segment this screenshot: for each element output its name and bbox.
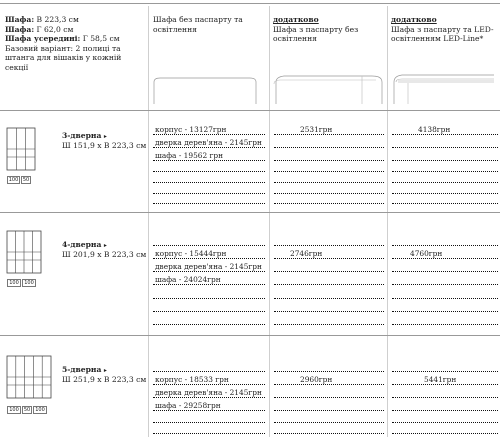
dotted-rule xyxy=(153,410,265,411)
dotted-rule xyxy=(274,171,384,172)
dotted-rule xyxy=(274,182,384,183)
dotted-rule xyxy=(274,284,384,285)
dotted-rule xyxy=(153,384,265,385)
price-line: корпус - 15444грн xyxy=(155,249,227,258)
dotted-rule xyxy=(392,193,498,194)
dotted-rule xyxy=(153,422,265,423)
dotted-rule xyxy=(392,284,498,285)
dotted-rule xyxy=(274,311,384,312)
dotted-rule xyxy=(392,271,498,272)
price-led: 4138грн xyxy=(418,125,451,134)
dotted-rule xyxy=(274,371,384,372)
model-title: 4-дверна ▸ xyxy=(62,240,107,249)
wardrobe-5-door-icon xyxy=(6,355,52,399)
model-title: 3-дверна ▸ xyxy=(62,131,107,140)
dotted-rule xyxy=(274,384,384,385)
dotted-rule xyxy=(274,160,384,161)
wardrobe-4-door-icon xyxy=(6,230,42,274)
dotted-rule xyxy=(153,371,265,372)
wardrobe-top-illustration xyxy=(150,70,268,110)
section-width-tag: 100 xyxy=(8,177,19,183)
column-header-passepartout: додатково Шафа з паспарту без освітлення xyxy=(273,15,385,44)
model-dimensions: Ш 251,9 х В 223,3 см xyxy=(62,375,147,384)
price-line: шафа - 19562 грн xyxy=(155,151,224,160)
spec-depth: Шафа: Г 62,0 см xyxy=(5,24,74,34)
price-passepartout: 2531грн xyxy=(300,125,333,134)
dotted-rule xyxy=(392,324,498,325)
dotted-rule xyxy=(392,298,498,299)
section-width-tag: 50 xyxy=(23,407,31,413)
dotted-rule xyxy=(274,433,384,434)
extra-label: додатково xyxy=(391,15,437,24)
section-width-tag: 100 xyxy=(7,406,21,414)
dotted-rule xyxy=(153,134,265,135)
spec-base-line: Базовий варіант: 2 полиці та xyxy=(5,43,121,53)
dotted-rule xyxy=(274,410,384,411)
dotted-rule xyxy=(274,147,384,148)
dotted-rule xyxy=(153,433,265,434)
spec-inner-depth: Шафа усередині: Г 58,5 см xyxy=(5,34,120,44)
dotted-rule xyxy=(153,397,265,398)
spec-block xyxy=(5,15,145,73)
dotted-rule xyxy=(153,284,265,285)
dotted-rule xyxy=(392,147,498,148)
dotted-rule xyxy=(392,371,498,372)
price-led: 5441грн xyxy=(424,375,457,384)
price-line: шафа - 29258грн xyxy=(155,401,221,410)
price-line: шафа - 24024грн xyxy=(155,275,221,284)
section-width-tag: 100 xyxy=(7,279,21,287)
dotted-rule xyxy=(274,193,384,194)
spec-height: Шафа: В 223,3 см xyxy=(5,15,79,24)
price-line: корпус - 18533 грн xyxy=(155,375,229,384)
dotted-rule xyxy=(392,134,498,135)
dotted-rule xyxy=(153,271,265,272)
section-width-tag: 100 xyxy=(33,406,47,414)
price-line: дверка дерев'яна - 2145грн xyxy=(155,262,262,271)
dotted-rule xyxy=(274,258,384,259)
dotted-rule xyxy=(274,324,384,325)
top-rule xyxy=(0,3,500,4)
dotted-rule xyxy=(153,171,265,172)
wardrobe-led-illustration xyxy=(388,68,500,110)
dotted-rule xyxy=(153,245,265,246)
price-line: дверка дерев'яна - 2145грн xyxy=(155,138,262,147)
spec-base-line: штанга для вішаків у кожній xyxy=(5,53,122,63)
dotted-rule xyxy=(392,311,498,312)
section-width-tag: 100 xyxy=(22,279,36,287)
model-dimensions: Ш 151,9 х В 223,3 см xyxy=(62,141,147,150)
arrow-right-icon: ▸ xyxy=(103,367,107,374)
dotted-rule xyxy=(392,397,498,398)
wardrobe-3-door-icon xyxy=(6,127,36,171)
dotted-rule xyxy=(153,182,265,183)
extra-label: додатково xyxy=(273,15,319,24)
dotted-rule xyxy=(392,182,498,183)
dotted-rule xyxy=(153,160,265,161)
dotted-rule xyxy=(274,298,384,299)
arrow-right-icon: ▸ xyxy=(103,242,107,249)
model-title: 5-дверна ▸ xyxy=(62,365,107,374)
dotted-rule xyxy=(153,203,265,204)
dotted-rule xyxy=(392,171,498,172)
dotted-rule xyxy=(392,422,498,423)
dotted-rule xyxy=(392,160,498,161)
dotted-rule xyxy=(153,298,265,299)
dotted-rule xyxy=(153,311,265,312)
model-dimensions: Ш 201,9 х В 223,3 см xyxy=(62,250,147,259)
dotted-rule xyxy=(274,397,384,398)
price-led: 4760грн xyxy=(410,249,443,258)
dotted-rule xyxy=(274,245,384,246)
dotted-rule xyxy=(153,258,265,259)
dotted-rule xyxy=(274,203,384,204)
price-line: дверка дерев'яна - 2145грн xyxy=(155,388,262,397)
section-width-tag: 50 xyxy=(22,177,30,183)
arrow-right-icon: ▸ xyxy=(103,133,107,140)
column-header-base: Шафа без паспарту та освітлення xyxy=(153,15,243,34)
dotted-rule xyxy=(153,324,265,325)
column-header-led: додатково Шафа з паспарту та LED- освітленням LED-Line* xyxy=(391,15,500,44)
dotted-rule xyxy=(392,433,498,434)
wardrobe-passepartout-illustration xyxy=(270,70,388,110)
price-passepartout: 2746грн xyxy=(290,249,323,258)
column-divider xyxy=(148,6,149,437)
dotted-rule xyxy=(153,147,265,148)
dotted-rule xyxy=(153,193,265,194)
row-divider xyxy=(0,212,500,213)
row-divider xyxy=(0,110,500,111)
dotted-rule xyxy=(274,271,384,272)
dotted-rule xyxy=(392,410,498,411)
dotted-rule xyxy=(274,134,384,135)
row-divider xyxy=(0,335,500,336)
spec-base-line: секції xyxy=(5,62,29,72)
price-line: корпус - 13127грн xyxy=(155,125,227,134)
dotted-rule xyxy=(392,245,498,246)
dotted-rule xyxy=(274,422,384,423)
dotted-rule xyxy=(392,258,498,259)
dotted-rule xyxy=(392,384,498,385)
price-passepartout: 2960грн xyxy=(300,375,333,384)
dotted-rule xyxy=(392,203,498,204)
